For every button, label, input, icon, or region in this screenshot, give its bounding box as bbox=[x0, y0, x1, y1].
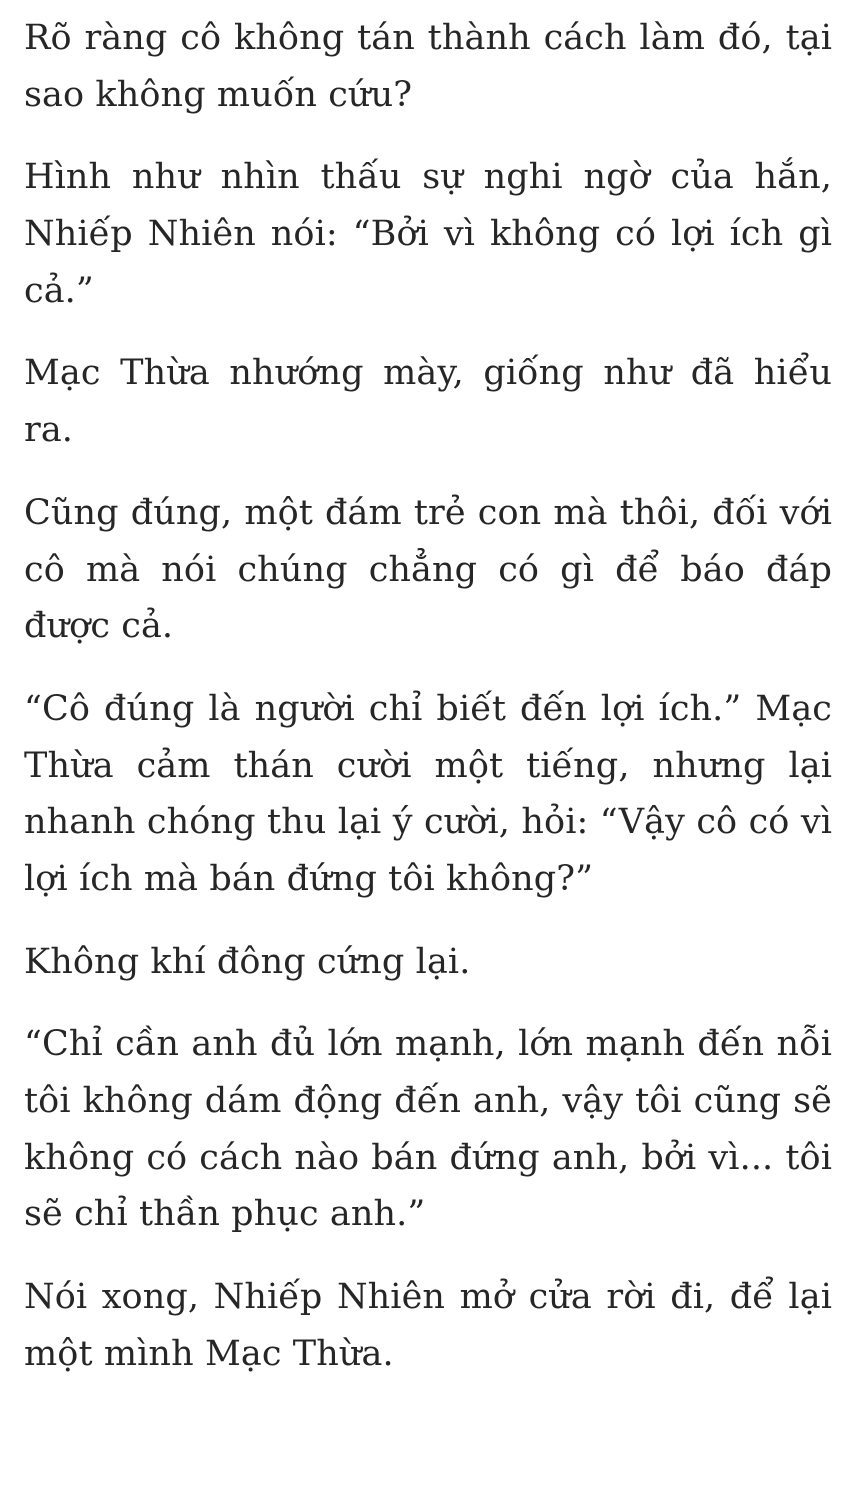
paragraph: Hình như nhìn thấu sự nghi ngờ của hắn, Nhiếp Nhiên nói: “Bởi vì không có lợi ích gì cả.” bbox=[24, 157, 832, 311]
paragraph: Mạc Thừa nhướng mày, giống như đã hiểu ra. bbox=[24, 353, 832, 451]
paragraph: Rõ ràng cô không tán thành cách làm đó, tại sao không muốn cứu? bbox=[24, 18, 832, 115]
paragraph: Cũng đúng, một đám trẻ con mà thôi, đối với cô mà nói chúng chẳng có gì để báo đáp được cả. bbox=[24, 492, 832, 647]
paragraph: Nói xong, Nhiếp Nhiên mở cửa rời đi, để lại một mình Mạc Thừa. bbox=[24, 1277, 832, 1374]
paragraph: “Cô đúng là người chỉ biết đến lợi ích.” Mạc Thừa cảm thán cười một tiếng, nhưng lại nhanh chóng thu lại ý cười, hỏi: “Vậy cô có vì lợi ích mà bán đứng tôi không?” bbox=[24, 688, 832, 899]
paragraph: “Chỉ cần anh đủ lớn mạnh, lớn mạnh đến nỗi tôi không dám động đến anh, vậy tôi cũng sẽ không có cách nào bán đứng anh, bởi vì... tôi sẽ chỉ thần phục anh.” bbox=[24, 1024, 832, 1235]
paragraph: Không khí đông cứng lại. bbox=[24, 941, 471, 982]
